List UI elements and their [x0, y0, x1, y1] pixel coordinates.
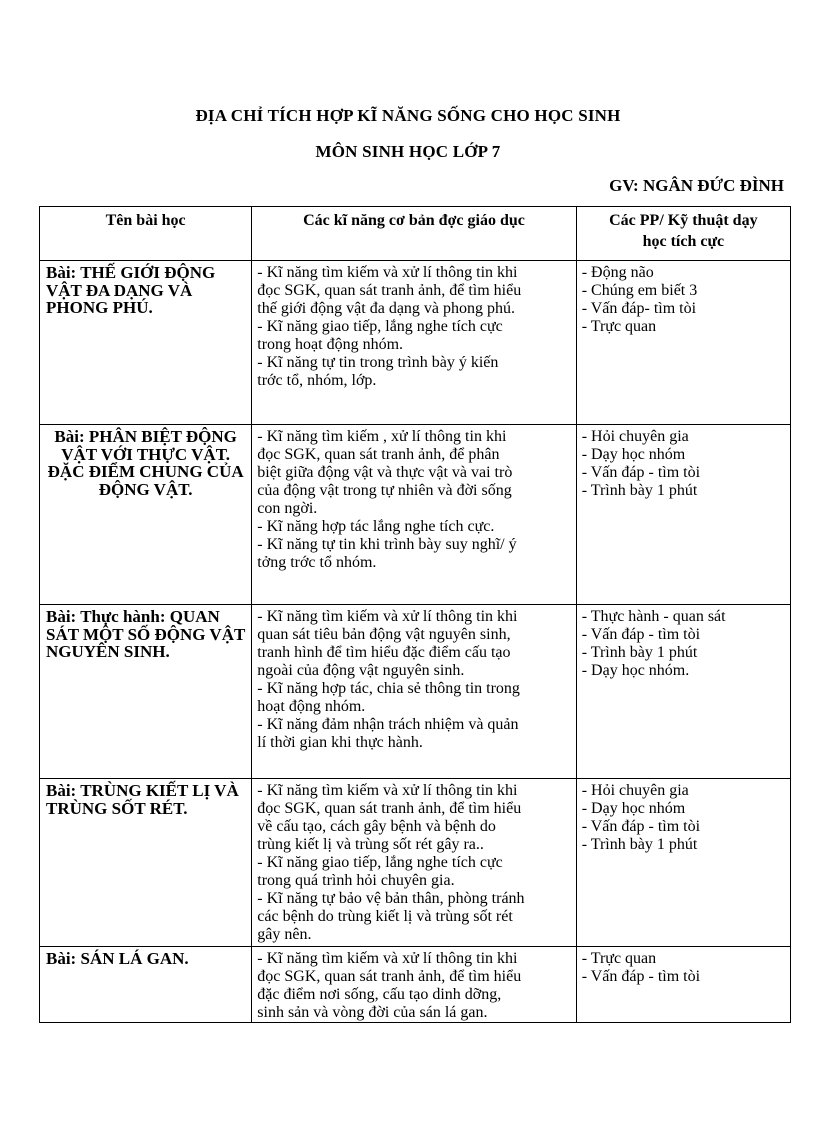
skill-line: - Kĩ năng tìm kiếm và xử lí thông tin khi	[257, 608, 518, 625]
document-title: ĐỊA CHỈ TÍCH HỢP KĨ NĂNG SỐNG CHO HỌC SINH	[195, 106, 621, 125]
lesson-title	[40, 605, 251, 661]
table-row	[40, 605, 791, 779]
skill-line: lí thời gian khi thực hành.	[257, 734, 423, 751]
skill-line: tởng trớc tổ nhóm.	[257, 554, 377, 571]
lesson-prefix: Bài:	[46, 949, 77, 968]
skills-cell	[252, 947, 576, 1023]
lesson-cell	[40, 779, 252, 947]
skill-line: quan sát tiêu bản động vật nguyên sinh,	[257, 626, 511, 643]
method-line: - Dạy học nhóm.	[581, 662, 690, 679]
skill-line: - Kĩ năng tìm kiếm và xử lí thông tin khi	[257, 264, 518, 281]
lesson-title	[40, 947, 251, 968]
lesson-title-text: QUAN SÁT MỘT SỐ ĐỘNG VẬT NGUYÊN SINH.	[46, 607, 246, 661]
methods-cell	[576, 605, 790, 779]
skill-line: đọc SGK, quan sát tranh ảnh, để tìm hiểu	[257, 282, 522, 299]
table-row	[40, 425, 791, 605]
lesson-cell	[40, 947, 252, 1023]
skill-line: của động vật trong tự nhiên và đời sống	[257, 482, 512, 499]
skill-line: con ngời.	[257, 500, 318, 517]
document-subtitle: MÔN SINH HỌC LỚP 7	[315, 142, 501, 161]
method-line: - Hỏi chuyên gia	[581, 428, 689, 445]
method-line: - Trực quan	[581, 318, 657, 335]
methods-cell	[576, 947, 790, 1023]
header-methods-line1: Các PP/ Kỹ thuật dạy	[609, 212, 758, 229]
lesson-prefix: Bài:	[46, 607, 77, 626]
skill-line: ngoài của động vật nguyên sinh.	[257, 662, 465, 679]
skill-line: đặc điểm nơi sống, cấu tạo dinh dỡng,	[257, 986, 502, 1003]
skill-line: đọc SGK, quan sát tranh ảnh, để tìm hiểu	[257, 968, 522, 985]
method-line: - Hỏi chuyên gia	[581, 782, 689, 799]
method-line: - Trình bày 1 phút	[581, 482, 698, 499]
skill-line: sinh sản và vòng đời của sán lá gan.	[257, 1004, 488, 1021]
skills-cell	[252, 261, 576, 425]
skill-line: - Kĩ năng tự bảo vệ bản thân, phòng tránh	[257, 890, 525, 907]
skill-line: - Kĩ năng giao tiếp, lắng nghe tích cực	[257, 854, 503, 871]
table-header-row	[40, 207, 791, 261]
skill-line: các bệnh do trùng kiết lị và trùng sốt rét	[257, 908, 513, 925]
method-line: - Dạy học nhóm	[581, 800, 686, 817]
table-row	[40, 261, 791, 425]
table-row	[40, 779, 791, 947]
lesson-prefix: Bài:	[46, 781, 77, 800]
methods-cell	[576, 779, 790, 947]
skill-line: - Kĩ năng tìm kiếm , xử lí thông tin khi	[257, 428, 507, 445]
skill-line: trùng kiết lị và trùng sốt rét gây ra..	[257, 836, 484, 853]
header-lesson-name: Tên bài học	[40, 207, 252, 261]
skill-line: về cấu tạo, cách gây bệnh và bệnh do	[257, 818, 496, 835]
skill-line: - Kĩ năng hợp tác lắng nghe tích cực.	[257, 518, 495, 535]
skill-line: - Kĩ năng hợp tác, chia sẻ thông tin trong	[257, 680, 520, 697]
skill-line: trong quá trình hỏi chuyên gia.	[257, 872, 455, 889]
skill-line: đọc SGK, quan sát tranh ảnh, để tìm hiểu	[257, 800, 522, 817]
method-line: - Vấn đáp - tìm tòi	[581, 968, 701, 985]
skill-line: - Kĩ năng tìm kiếm và xử lí thông tin khi	[257, 950, 518, 967]
method-line: - Trình bày 1 phút	[581, 836, 698, 853]
skills-cell	[252, 605, 576, 779]
lesson-title	[40, 779, 251, 817]
lesson-title	[40, 425, 251, 498]
method-line: - Vấn đáp - tìm tòi	[581, 626, 701, 643]
skill-line: đọc SGK, quan sát tranh ảnh, để phân	[257, 446, 500, 463]
lesson-title	[40, 261, 251, 317]
skill-line: biệt giữa động vật và thực vật và vai trò	[257, 464, 513, 481]
method-line: - Trực quan	[581, 950, 657, 967]
lesson-title-text: SÁN LÁ GAN.	[80, 949, 189, 968]
method-line: - Chúng em biết 3	[581, 282, 698, 299]
header-methods-line2: học tích cực	[642, 233, 725, 250]
teacher-name: GV: NGÂN ĐỨC ĐÌNH	[609, 176, 784, 195]
methods-cell	[576, 261, 790, 425]
header-methods	[576, 207, 790, 261]
table-row	[40, 947, 791, 1023]
skill-line: - Kĩ năng đảm nhận trách nhiệm và quản	[257, 716, 519, 733]
lesson-prefix: Bài:	[54, 427, 85, 446]
lesson-title-text: PHÂN BIỆT ĐỘNG VẬT VỚI THỰC VẬT. ĐẶC ĐIỂM CHUNG CỦA ĐỘNG VẬT.	[47, 427, 244, 499]
methods-cell	[576, 425, 790, 605]
lesson-prefix-practice: Thực hành:	[80, 607, 166, 626]
method-line: - Dạy học nhóm	[581, 446, 686, 463]
lesson-prefix: Bài:	[46, 263, 77, 282]
header-skills: Các kĩ năng cơ bản đợc giáo dục	[252, 207, 576, 261]
lesson-skills-table	[39, 206, 791, 1023]
skill-line: thế giới động vật đa dạng và phong phú.	[257, 300, 516, 317]
skill-line: - Kĩ năng tìm kiếm và xử lí thông tin khi	[257, 782, 518, 799]
skill-line: trớc tổ, nhóm, lớp.	[257, 372, 377, 389]
method-line: - Vấn đáp - tìm tòi	[581, 464, 701, 481]
method-line: - Thực hành - quan sát	[581, 608, 726, 625]
skill-line: trong hoạt động nhóm.	[257, 336, 404, 353]
lesson-cell	[40, 605, 252, 779]
skill-line: - Kĩ năng tự tin trong trình bày ý kiến	[257, 354, 499, 371]
skill-line: - Kĩ năng giao tiếp, lắng nghe tích cực	[257, 318, 503, 335]
skill-line: tranh hình để tìm hiểu đặc điểm cấu tạo	[257, 644, 511, 661]
skills-cell	[252, 779, 576, 947]
skills-cell	[252, 425, 576, 605]
lesson-title-text: TRÙNG KIẾT LỊ VÀ TRÙNG SỐT RÉT.	[46, 781, 239, 818]
skill-line: gây nên.	[257, 926, 312, 943]
skill-line: - Kĩ năng tự tin khi trình bày suy nghĩ/ ý	[257, 536, 517, 553]
lesson-title-text: THẾ GIỚI ĐỘNG VẬT ĐA DẠNG VÀ PHONG PHÚ.	[46, 263, 216, 317]
lesson-cell	[40, 261, 252, 425]
method-line: - Vấn đáp - tìm tòi	[581, 818, 701, 835]
method-line: - Vấn đáp- tìm tòi	[581, 300, 697, 317]
lesson-cell	[40, 425, 252, 605]
method-line: - Động não	[581, 264, 654, 281]
skill-line: hoạt động nhóm.	[257, 698, 366, 715]
method-line: - Trình bày 1 phút	[581, 644, 698, 661]
